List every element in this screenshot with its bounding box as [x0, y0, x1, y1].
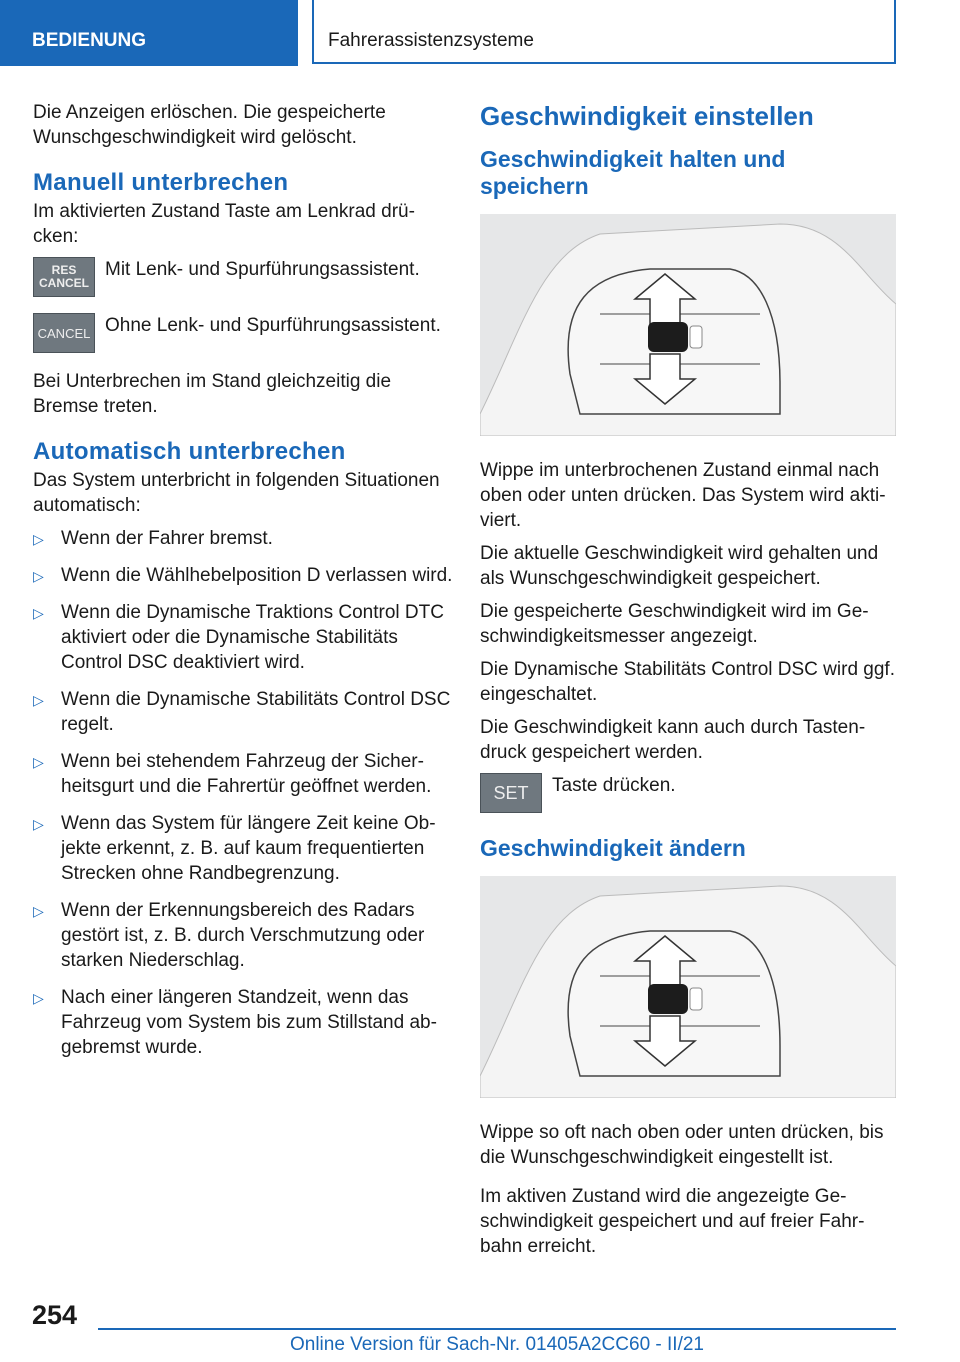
- triangle-bullet-icon: ▷: [33, 692, 44, 708]
- auto-text: Das System unterbricht in folgenden Situationen automatisch:: [33, 470, 440, 516]
- res-cancel-row: [33, 257, 453, 297]
- res-cancel-text: Mit Lenk- und Spurführungsassistent.: [105, 259, 420, 280]
- list-item: ▷ Nach einer längeren Standzeit, wenn das Fahrzeug vom System bis zum Stillstand abgebremst wurde.: [33, 987, 437, 1058]
- heading-hold: Geschwindigkeit halten und speichern: [480, 146, 786, 199]
- left-column: [33, 100, 453, 1072]
- brake-note: Bei Unterbrechen im Stand gleichzeitig die Bremse treten.: [33, 371, 392, 417]
- page-number: 254: [32, 1300, 78, 1330]
- section-tab: BEDIENUNG: [0, 0, 298, 66]
- chapter-title: Fahrerassistenzsysteme: [312, 0, 896, 64]
- set-row: [480, 773, 896, 813]
- footer-text: Online Version für Sach-Nr. 01405A2CC60 - II/21: [289, 1334, 704, 1355]
- list-item: ▷ Wenn das System für längere Zeit keine Objekte erkennt, z. B. auf kaum frequentierten Strecken ohne Randbegrenzung.: [33, 813, 436, 884]
- rocker-switch-illustration: [480, 214, 896, 436]
- heading-manual: Manuell unterbrechen: [33, 169, 289, 196]
- hold-p3: Die gespeicherte Geschwindigkeit wird im Geschwindigkeitsmesser angezeigt.: [480, 601, 869, 647]
- triangle-bullet-icon: ▷: [33, 531, 44, 547]
- manual-text: Im aktivierten Zustand Taste am Lenkrad drücken:: [33, 201, 415, 247]
- change-p1: Wippe so oft nach oben oder unten drücken, bis die Wunschgeschwindigkeit eingestellt ist.: [480, 1122, 884, 1168]
- footer-divider: [98, 1328, 896, 1330]
- triangle-bullet-icon: ▷: [33, 568, 44, 584]
- rocker-switch-illustration-2: [480, 876, 896, 1098]
- list-item: ▷ Wenn die Dynamische Traktions Control DTC aktiviert oder die Dynamische Stabilitäts Control DSC deaktiviert wird.: [33, 602, 444, 673]
- cancel-row: [33, 313, 453, 353]
- list-item: ▷ Wenn der Erkennungsbereich des Radars gestört ist, z. B. durch Verschmutzung oder starken Niederschlag.: [33, 900, 425, 971]
- res-cancel-button-icon: RES CANCEL: [33, 257, 95, 297]
- auto-list: [33, 526, 453, 1060]
- set-text: Taste drücken.: [552, 775, 676, 796]
- set-button-icon: SET: [480, 773, 542, 813]
- steering-wheel-rocker-image: [480, 214, 896, 436]
- list-item: ▷ Wenn die Dynamische Stabilitäts Control DSC regelt.: [33, 689, 451, 735]
- heading-change: Geschwindigkeit ändern: [480, 835, 746, 861]
- list-item: ▷ Wenn bei stehendem Fahrzeug der Sicherheitsgurt und die Fahrertür geöffnet werden.: [33, 751, 432, 797]
- hold-p5: Die Geschwindigkeit kann auch durch Tastendruck gespeichert werden.: [480, 717, 866, 763]
- triangle-bullet-icon: ▷: [33, 903, 44, 919]
- right-column: [480, 100, 896, 1267]
- change-p2: Im aktiven Zustand wird die angezeigte Geschwindigkeit gespeichert und auf freier Fahrbahn erreicht.: [480, 1186, 865, 1257]
- cancel-button-icon: CANCEL: [33, 313, 95, 353]
- hold-p2: Die aktuelle Geschwindigkeit wird gehalten und als Wunschgeschwindigkeit gespeichert.: [480, 543, 879, 589]
- list-item: ▷ Wenn die Wählhebelposition D verlassen wird.: [33, 563, 453, 588]
- triangle-bullet-icon: ▷: [33, 754, 44, 770]
- triangle-bullet-icon: ▷: [33, 605, 44, 621]
- triangle-bullet-icon: ▷: [33, 990, 44, 1006]
- intro-text: Die Anzeigen erlöschen. Die gespeicherte Wunschgeschwindigkeit wird gelöscht.: [33, 102, 386, 148]
- cancel-text: Ohne Lenk- und Spurführungsassistent.: [105, 315, 441, 336]
- list-item: ▷ Wenn der Fahrer bremst.: [33, 526, 453, 551]
- hold-p4: Die Dynamische Stabilitäts Control DSC wird ggf. eingeschaltet.: [480, 659, 895, 705]
- heading-speed: Geschwindigkeit einstellen: [480, 101, 814, 131]
- triangle-bullet-icon: ▷: [33, 816, 44, 832]
- steering-wheel-rocker-image-2: [480, 876, 896, 1098]
- heading-auto: Automatisch unterbrechen: [33, 438, 346, 465]
- hold-p1: Wippe im unterbrochenen Zustand einmal nach oben oder unten drücken. Das System wird aktiviert.: [480, 460, 886, 531]
